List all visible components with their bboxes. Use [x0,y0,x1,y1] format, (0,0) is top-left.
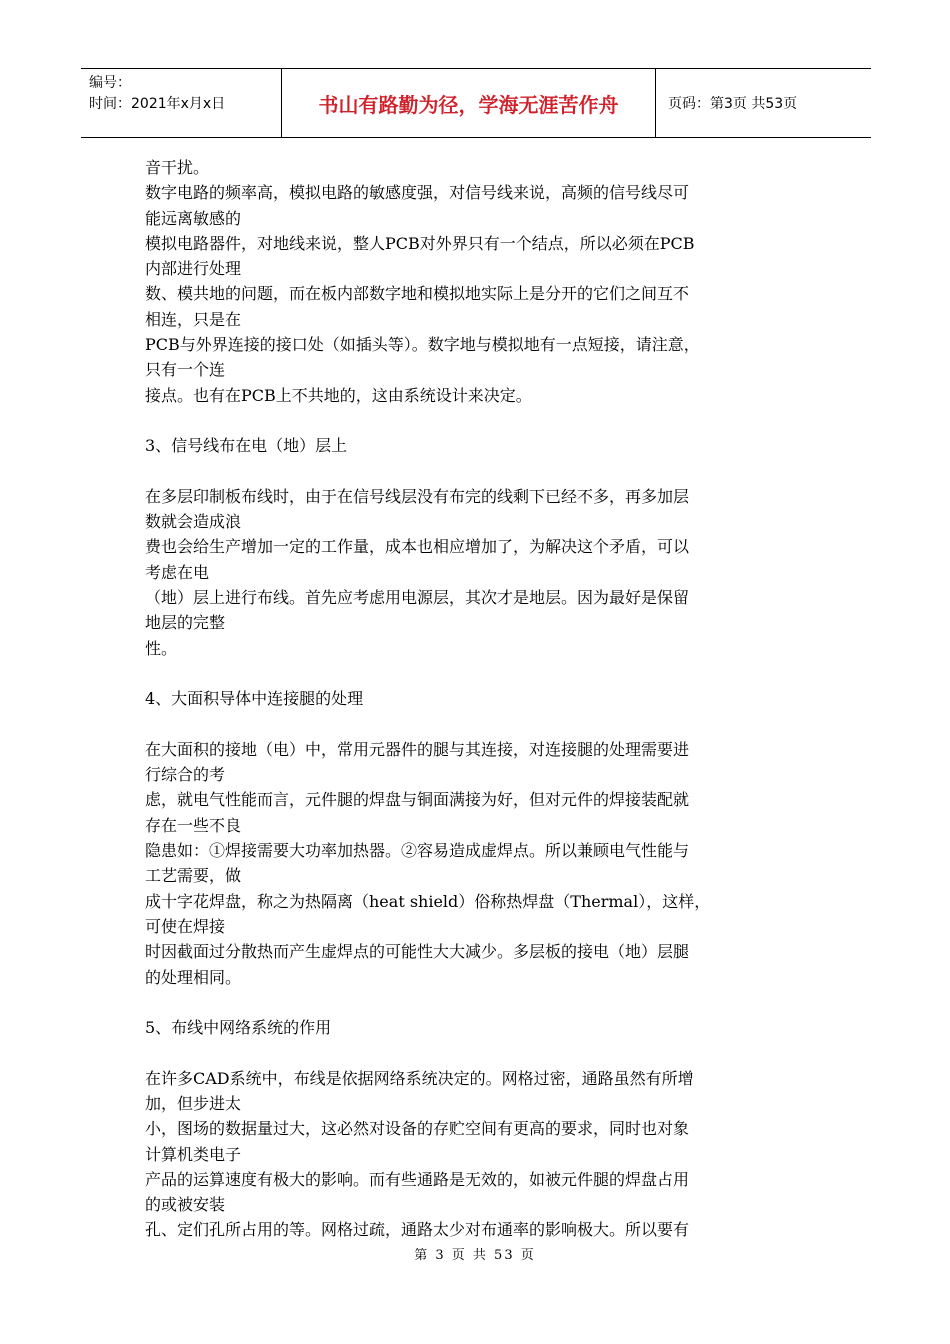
text-line: 费也会给生产增加一定的工作量，成本也相应增加了，为解决这个矛盾，可以 [145,537,690,557]
text-line: 接点。也有在PCB上不共地的，这由系统设计来决定。 [145,385,532,405]
text-line: 产品的运算速度有极大的影响。而有些通路是无效的，如被元件腿的焊盘占用 [145,1169,690,1189]
paragraph [145,484,805,661]
text-line: 能远离敏感的 [145,208,242,228]
text-line: 数字电路的频率高，模拟电路的敏感度强，对信号线来说，高频的信号线尽可 [145,183,690,203]
text-line: 在多层印制板布线时，由于在信号线层没有布完的线剩下已经不多，再多加层 [145,486,690,506]
text-line: 孔、定们孔所占用的等。网格过疏，通路太少对布通率的影响极大。所以要有 [145,1220,690,1240]
paragraph [145,1015,805,1040]
text-line: 只有一个连 [145,360,226,380]
text-line: 相连，只是在 [145,309,242,329]
page-header [81,68,871,138]
text-line: 工艺需要，做 [145,866,242,886]
text-line: 小，图场的数据量过大，这必然对设备的存贮空间有更高的要求，同时也对象 [145,1119,690,1139]
text-line: 4、大面积导体中连接腿的处理 [145,689,364,709]
text-line: 隐患如：①焊接需要大功率加热器。②容易造成虚焊点。所以兼顾电气性能与 [145,841,690,861]
text-line: 模拟电路器件，对地线来说，整人PCB对外界只有一个结点，所以必须在PCB [145,233,695,253]
header-page-info: 页码：第3页 共53页 [668,96,798,112]
text-line: 在大面积的接地（电）中，常用元器件的腿与其连接，对连接腿的处理需要进 [145,739,690,759]
text-line: 考虑在电 [145,562,210,582]
paragraph [145,737,805,990]
paragraph [145,155,805,408]
text-line: 的处理相同。 [145,967,242,987]
text-line: 内部进行处理 [145,259,242,279]
text-line: 计算机类电子 [145,1144,242,1164]
header-meta-cell [81,69,282,137]
text-line: 时因截面过分散热而产生虚焊点的可能性大大减少。多层板的接电（地）层腿 [145,942,690,962]
page-footer: 第 3 页 共 53 页 [414,1248,536,1263]
text-line: 性。 [145,638,178,658]
paragraph [145,1066,805,1243]
text-line: 存在一些不良 [145,815,242,835]
paragraph [145,433,805,458]
paragraph [145,686,805,711]
header-motto: 书山有路勤为径，学海无涯苦作舟 [282,69,656,137]
text-line: 的或被安装 [145,1195,226,1215]
text-line: PCB与外界连接的接口处（如插头等）。数字地与模拟地有一点短接，请注意， [145,335,700,355]
text-line: 数就会造成浪 [145,512,242,532]
text-line: 地层的完整 [145,613,226,633]
document-number-label: 编号： [89,75,131,91]
text-line: 虑，就电气性能而言，元件腿的焊盘与铜面满接为好，但对元件的焊接装配就 [145,790,690,810]
text-line: 5、布线中网络系统的作用 [145,1018,332,1038]
text-line: 行综合的考 [145,765,226,785]
text-line: 数、模共地的问题，而在板内部数字地和模拟地实际上是分开的它们之间互不 [145,284,690,304]
document-body [145,155,805,1268]
text-line: 音干扰。 [145,158,210,177]
document-date: 时间：2021年x月x日 [89,96,226,112]
text-line: 3、信号线布在电（地）层上 [145,436,348,456]
text-line: 加，但步进太 [145,1093,242,1113]
text-line: 成十字花焊盘，称之为热隔离（heat shield）俗称热焊盘（Thermal），这样， [145,891,711,911]
text-line: 在许多CAD系统中，布线是依据网络系统决定的。网格过密，通路虽然有所增 [145,1068,694,1088]
text-line: （地）层上进行布线。首先应考虑用电源层，其次才是地层。因为最好是保留 [145,588,690,608]
text-line: 可使在焊接 [145,916,226,936]
